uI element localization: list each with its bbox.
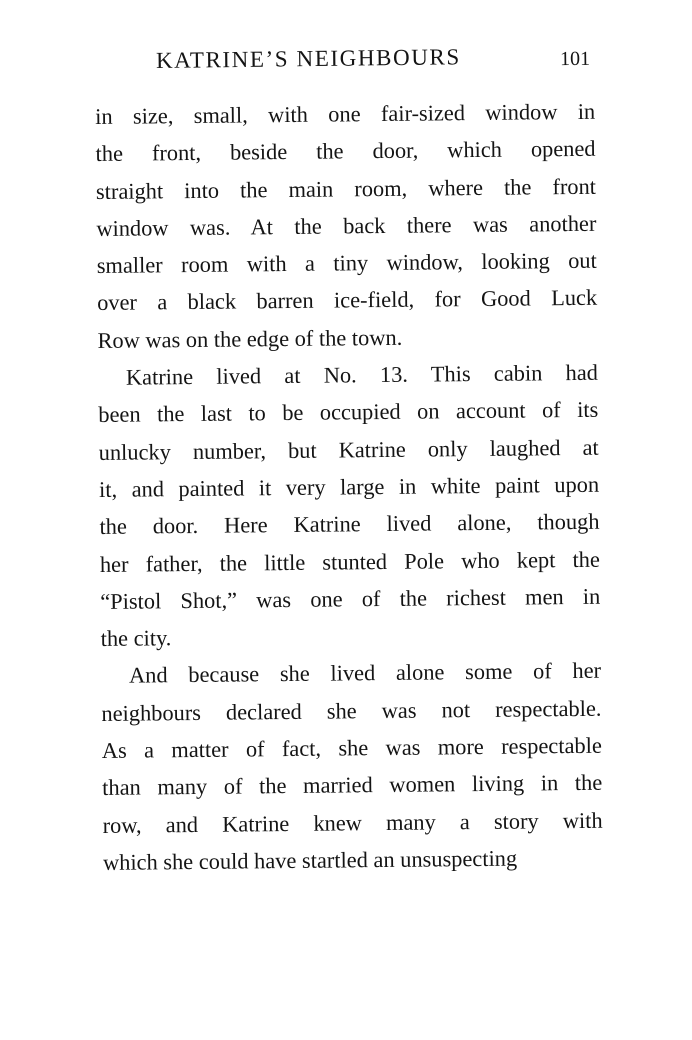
paragraph [101,652,603,881]
body-text [95,93,603,881]
text-line: which she could have startled an unsuspecting [102,845,518,875]
text-line: And because she lived alone some of her [128,658,602,689]
text-line: been the last to be occupied on account of its [98,397,599,428]
text-line: unlucky number, but Katrine only laughed at [98,434,599,465]
text-line: neighbours declared she was not respectable. [101,695,602,726]
text-line: the door. Here Katrine lived alone, though [99,509,600,540]
running-title: KATRINE’S NEIGHBOURS [155,44,461,73]
text-line: “Pistol Shot,” was one of the richest men in [100,583,601,614]
text-line: row, and Katrine knew many a story with [102,807,603,838]
text-line: it, and painted it very large in white paint upon [98,471,600,502]
page-number: 101 [559,47,591,71]
text-line: her father, the little stunted Pole who kept the [99,546,600,577]
paragraph [98,354,601,658]
text-line: Katrine lived at No. 13. This cabin had [125,359,599,390]
text-line: Row was on the edge of the town. [97,324,403,353]
text-line: the city. [100,625,172,652]
paragraph [95,93,598,359]
text-line: in size, small, with one fair-sized window in [95,98,596,129]
running-head [150,44,600,80]
text-line: over a black barren ice-field, for Good Luck [97,285,598,316]
text-line: than many of the married women living in the [102,770,603,801]
text-line: window was. At the back there was another [96,210,597,241]
text-line: the front, beside the door, which opened [95,136,596,167]
text-line: smaller room with a tiny window, looking out [96,247,597,279]
text-line: As a matter of fact, she was more respectable [101,732,602,764]
text-line: straight into the main room, where the front [95,173,597,204]
